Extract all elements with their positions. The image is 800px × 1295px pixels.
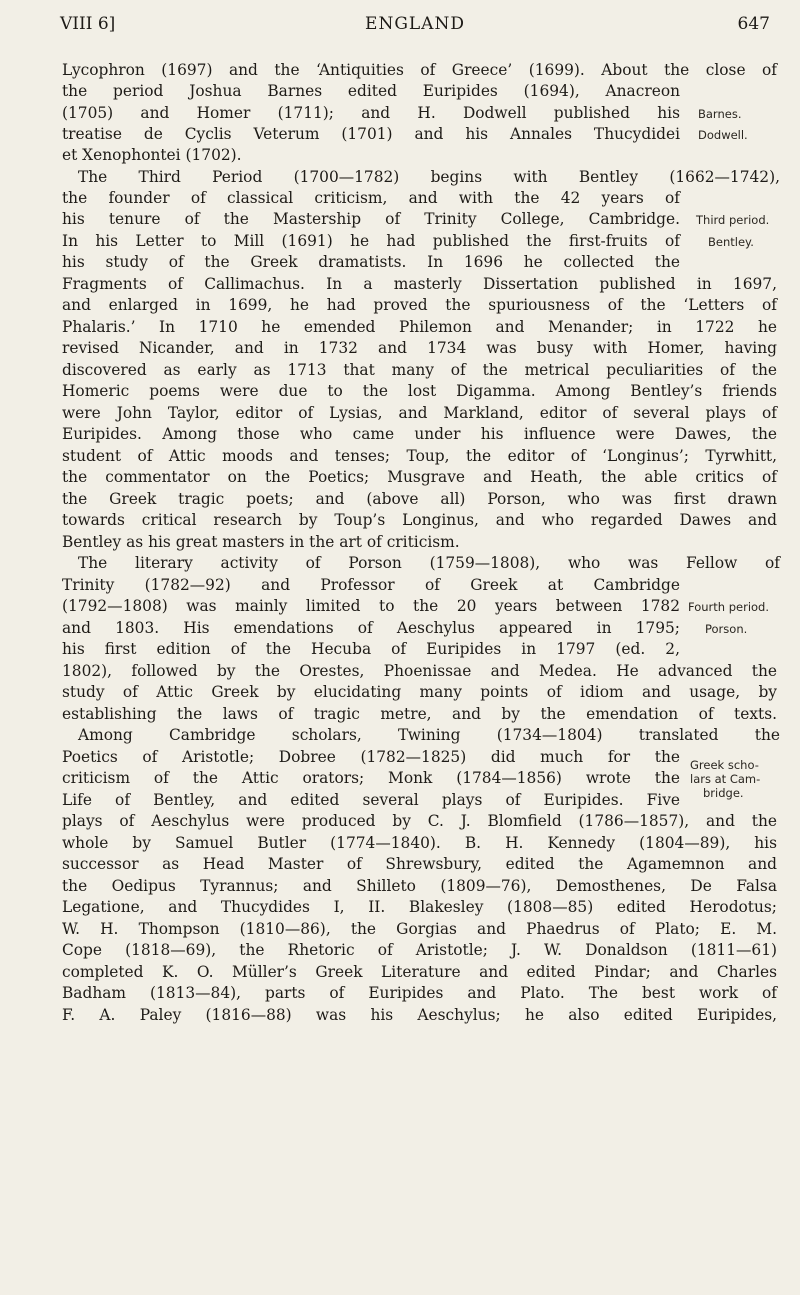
text-line: (1792—1808) was mainly limited to the 20 years between 1782 — [62, 597, 680, 615]
text-line: the Oedipus Tyrannus; and Shilleto (1809—76), Demosthenes, De Falsa — [62, 877, 777, 895]
text-line: Fragments of Callimachus. In a masterly Dissertation published in 1697, — [62, 275, 777, 293]
text-line: the Greek tragic poets; and (above all) Porson, who was first drawn — [62, 490, 777, 508]
text-line: his tenure of the Mastership of Trinity College, Cambridge. — [62, 210, 680, 228]
text-line: Badham (1813—84), parts of Euripides and Plato. The best work of — [62, 984, 777, 1002]
sidenote-fourth-period: Fourth period. — [688, 600, 769, 614]
text-line: whole by Samuel Butler (1774—1840). B. H. Kennedy (1804—89), his — [62, 834, 777, 852]
sidenote-greek-scholars: lars at Cam- — [690, 772, 761, 786]
text-line: (1705) and Homer (1711); and H. Dodwell published his — [62, 104, 680, 122]
text-line: the founder of classical criticism, and with the 42 years of — [62, 189, 680, 207]
text-line: Homeric poems were due to the lost Digamma. Among Bentley’s friends — [62, 382, 777, 400]
text-line: The literary activity of Porson (1759—1808), who was Fellow of — [78, 554, 780, 572]
text-line: discovered as early as 1713 that many of the metrical peculiarities of the — [62, 361, 777, 379]
text-line: plays of Aeschylus were produced by C. J. Blomfield (1786—1857), and the — [62, 812, 777, 830]
text-line: revised Nicander, and in 1732 and 1734 was busy with Homer, having — [62, 339, 777, 357]
text-line: study of Attic Greek by elucidating many points of idiom and usage, by — [62, 683, 777, 701]
text-line: criticism of the Attic orators; Monk (1784—1856) wrote the — [62, 769, 680, 787]
running-title: ENGLAND — [365, 14, 465, 34]
text-line: Poetics of Aristotle; Dobree (1782—1825) did much for the — [62, 748, 680, 766]
text-line: Bentley as his great masters in the art of criticism. — [62, 533, 460, 551]
section-label: VIII 6] — [60, 14, 116, 34]
text-line: Trinity (1782—92) and Professor of Greek at Cambridge — [62, 576, 680, 594]
text-line: and 1803. His emendations of Aeschylus appeared in 1795; — [62, 619, 680, 637]
text-line: his first edition of the Hecuba of Euripides in 1797 (ed. 2, — [62, 640, 680, 658]
text-line: W. H. Thompson (1810—86), the Gorgias and Phaedrus of Plato; E. M. — [62, 920, 777, 938]
sidenote-dodwell: Dodwell. — [698, 128, 748, 142]
text-line: 1802), followed by the Orestes, Phoenissae and Medea. He advanced the — [62, 662, 777, 680]
text-line: treatise de Cyclis Veterum (1701) and his Annales Thucydidei — [62, 125, 680, 143]
text-line: his study of the Greek dramatists. In 1696 he collected the — [62, 253, 680, 271]
text-line: the period Joshua Barnes edited Euripides (1694), Anacreon — [62, 82, 680, 100]
text-line: student of Attic moods and tenses; Toup, the editor of ‘Longinus’; Tyrwhitt, — [62, 447, 777, 465]
text-line: Phalaris.’ In 1710 he emended Philemon and Menander; in 1722 he — [62, 318, 777, 336]
page-number: 647 — [737, 14, 770, 34]
text-line: the commentator on the Poetics; Musgrave and Heath, the able critics of — [62, 468, 777, 486]
text-line: Cope (1818—69), the Rhetoric of Aristotle; J. W. Donaldson (1811—61) — [62, 941, 777, 959]
text-line: were John Taylor, editor of Lysias, and Markland, editor of several plays of — [62, 404, 777, 422]
text-line: completed K. O. Müller’s Greek Literature and edited Pindar; and Charles — [62, 963, 777, 981]
text-line: et Xenophontei (1702). — [62, 146, 242, 164]
sidenote-bentley: Bentley. — [708, 235, 754, 249]
sidenote-barnes: Barnes. — [698, 107, 742, 121]
sidenote-third-period: Third period. — [696, 213, 770, 227]
text-line: F. A. Paley (1816—88) was his Aeschylus; he also edited Euripides, — [62, 1006, 777, 1024]
text-line: Among Cambridge scholars, Twining (1734—1804) translated the — [78, 726, 780, 744]
running-header — [60, 14, 770, 44]
text-line: and enlarged in 1699, he had proved the spuriousness of the ‘Letters of — [62, 296, 777, 314]
text-line: In his Letter to Mill (1691) he had published the first-fruits of — [62, 232, 680, 250]
text-line: Euripides. Among those who came under his influence were Dawes, the — [62, 425, 777, 443]
text-line: The Third Period (1700—1782) begins with Bentley (1662—1742), — [78, 168, 780, 186]
sidenote-greek-scholars: bridge. — [703, 786, 744, 800]
sidenote-greek-scholars: Greek scho- — [690, 758, 759, 772]
text-line: towards critical research by Toup’s Longinus, and who regarded Dawes and — [62, 511, 777, 529]
text-line: Life of Bentley, and edited several plays of Euripides. Five — [62, 791, 680, 809]
text-line: establishing the laws of tragic metre, and by the emendation of texts. — [62, 705, 777, 723]
text-line: Legatione, and Thucydides I, II. Blakesley (1808—85) edited Herodotus; — [62, 898, 777, 916]
sidenote-porson: Porson. — [705, 622, 748, 636]
text-line: Lycophron (1697) and the ‘Antiquities of Greece’ (1699). About the close of — [62, 61, 777, 79]
text-line: successor as Head Master of Shrewsbury, edited the Agamemnon and — [62, 855, 777, 873]
